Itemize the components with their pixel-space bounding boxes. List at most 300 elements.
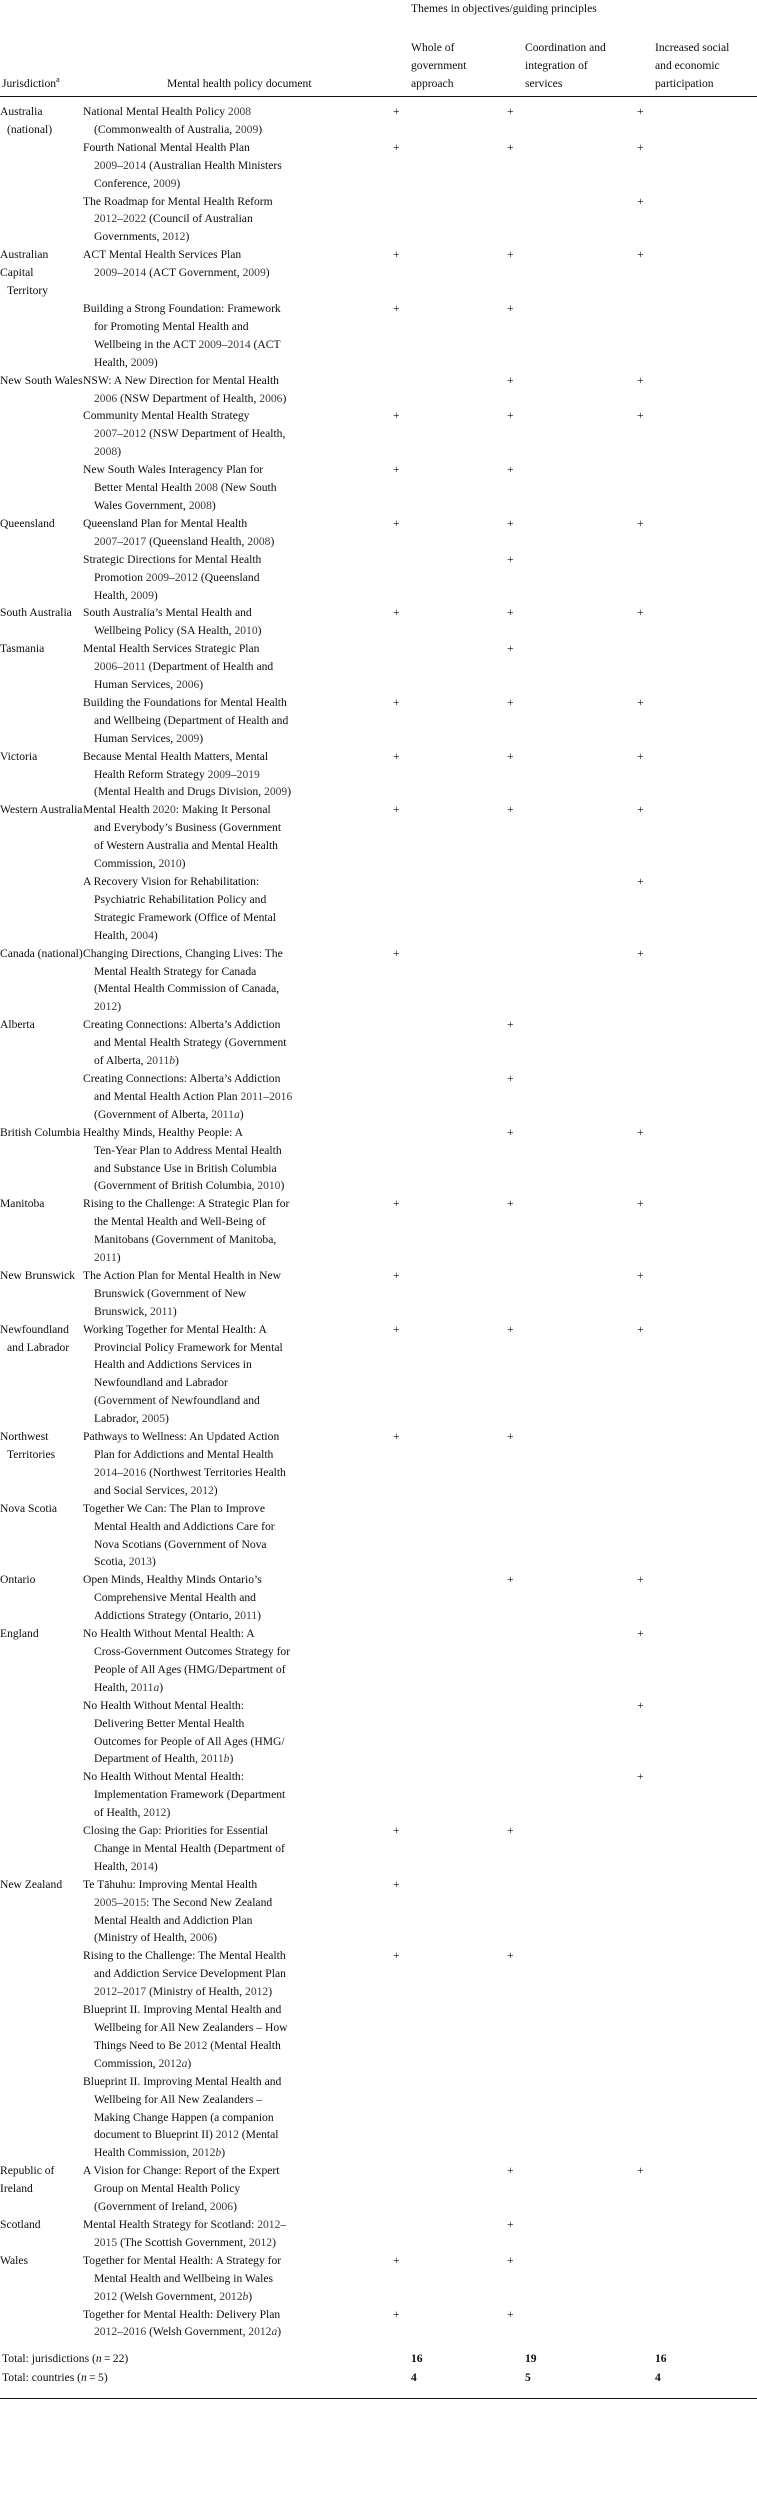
jurisdiction-cell-empty <box>0 873 83 945</box>
table-row <box>0 604 757 640</box>
table-row <box>0 1822 757 1876</box>
document-line: Changing Directions, Changing Lives: The <box>83 946 283 960</box>
plus-mark: + <box>637 1268 644 1282</box>
document-line: Together for Mental Health: A Strategy for <box>83 2253 282 2267</box>
mark-coordination-integration <box>507 515 637 551</box>
jurisdiction-line: South Australia <box>0 606 72 620</box>
document-cell <box>83 1768 393 1822</box>
mark-social-economic <box>637 372 757 408</box>
document-line: NSW: A New Direction for Mental Health <box>83 373 279 387</box>
jurisdiction-cell <box>0 103 83 139</box>
document-line: No Health Without Mental Health: <box>83 1698 244 1712</box>
document-line: Department of Health, 2011b) <box>94 1752 234 1766</box>
mark-social-economic <box>637 551 757 605</box>
document-cell <box>83 2073 393 2163</box>
document-line: Mental Health Services Strategic Plan <box>83 642 260 656</box>
table-row <box>0 945 757 1017</box>
mark-social-economic <box>637 1876 757 1948</box>
document-line: Human Services, 2009) <box>94 731 204 745</box>
mark-whole-of-government <box>393 873 507 945</box>
mark-coordination-integration <box>507 1428 637 1500</box>
jurisdiction-cell <box>0 801 83 873</box>
jurisdiction-line: Western Australia <box>0 803 83 817</box>
total-whole-of-government: 4 <box>411 2371 417 2385</box>
document-line: Creating Connections: Alberta’s Addiction <box>83 1071 281 1085</box>
mark-coordination-integration <box>507 1876 637 1948</box>
plus-mark: + <box>637 1125 644 1139</box>
total-row <box>0 2369 757 2388</box>
jurisdiction-line: Scotland <box>0 2217 41 2231</box>
mark-social-economic <box>637 103 757 139</box>
table-row <box>0 1947 757 2001</box>
document-cell <box>83 1876 393 1948</box>
mark-whole-of-government <box>393 461 507 515</box>
table-row <box>0 246 757 300</box>
mark-coordination-integration <box>507 193 637 247</box>
total-social-economic: 4 <box>655 2371 661 2385</box>
document-line: (Mental Health and Drugs Division, 2009) <box>94 785 292 799</box>
mark-whole-of-government <box>393 945 507 1017</box>
plus-mark: + <box>637 2164 644 2178</box>
mark-coordination-integration <box>507 1070 637 1124</box>
plus-mark: + <box>637 409 644 423</box>
mark-coordination-integration <box>507 2216 637 2252</box>
mark-social-economic <box>637 873 757 945</box>
plus-mark: + <box>637 1627 644 1641</box>
document-line: 2012–2022 (Council of Australian <box>94 212 253 226</box>
table-row <box>0 139 757 193</box>
document-line: 2007–2017 (Queensland Health, 2008) <box>94 534 275 548</box>
mark-social-economic <box>637 694 757 748</box>
table-row <box>0 2306 757 2342</box>
plus-mark: + <box>507 1197 514 1211</box>
table-row <box>0 515 757 551</box>
total-label: Total: jurisdictions (n = 22) <box>2 2352 129 2366</box>
document-line: Strategic Framework (Office of Mental <box>94 910 277 924</box>
jurisdiction-cell <box>0 1016 83 1070</box>
header-jurisdiction-superscript: a <box>56 74 60 84</box>
header-theme-coordination-integration <box>507 39 637 96</box>
mark-social-economic <box>637 1768 757 1822</box>
mark-whole-of-government <box>393 300 507 372</box>
document-line: People of All Ages (HMG/Department of <box>94 1662 286 1676</box>
document-line: Mental Health and Addiction Plan <box>94 1913 253 1927</box>
document-cell <box>83 407 393 461</box>
document-line: the Mental Health and Well-Being of <box>94 1215 266 1229</box>
jurisdiction-cell <box>0 1195 83 1267</box>
mark-coordination-integration <box>507 748 637 802</box>
document-line: Outcomes for People of All Ages (HMG/ <box>94 1734 285 1748</box>
mark-social-economic <box>637 2162 757 2216</box>
mark-coordination-integration <box>507 2001 637 2073</box>
table-row <box>0 1876 757 1948</box>
plus-mark: + <box>507 749 514 763</box>
document-line: of Alberta, 2011b) <box>94 1054 179 1068</box>
jurisdiction-line: New Brunswick <box>0 1268 76 1282</box>
total-row <box>0 2350 757 2369</box>
plus-mark: + <box>393 1877 400 1891</box>
header-theme1-line1: Whole of <box>411 40 455 54</box>
mark-coordination-integration <box>507 103 637 139</box>
jurisdiction-cell-empty <box>0 1822 83 1876</box>
document-line: Newfoundland and Labrador <box>94 1376 228 1390</box>
jurisdiction-line: Territories <box>7 1448 56 1461</box>
plus-mark: + <box>637 606 644 620</box>
jurisdiction-line: Victoria <box>0 749 38 763</box>
plus-mark: + <box>507 1071 514 1085</box>
plus-mark: + <box>393 140 400 154</box>
mark-whole-of-government <box>393 2073 507 2163</box>
mark-social-economic <box>637 1267 757 1321</box>
mark-whole-of-government <box>393 2252 507 2306</box>
plus-mark: + <box>507 2253 514 2267</box>
mark-whole-of-government <box>393 139 507 193</box>
table-row <box>0 1625 757 1697</box>
document-cell <box>83 2306 393 2342</box>
mark-coordination-integration <box>507 246 637 300</box>
document-line: Human Services, 2006) <box>94 678 204 692</box>
table-row <box>0 407 757 461</box>
plus-mark: + <box>507 552 514 566</box>
document-line: ACT Mental Health Services Plan <box>83 248 242 262</box>
jurisdiction-cell-empty <box>0 2001 83 2073</box>
document-line: (Government of Alberta, 2011a) <box>94 1107 244 1121</box>
table-row <box>0 2073 757 2163</box>
document-cell <box>83 1016 393 1070</box>
document-line: Group on Mental Health Policy <box>94 2182 241 2196</box>
jurisdiction-cell <box>0 2162 83 2216</box>
jurisdiction-line: Queensland <box>0 516 55 530</box>
jurisdiction-cell-empty <box>0 407 83 461</box>
table-row <box>0 873 757 945</box>
document-cell <box>83 300 393 372</box>
mark-whole-of-government <box>393 1947 507 2001</box>
header-spacer <box>0 96 757 103</box>
plus-mark: + <box>393 946 400 960</box>
document-line: Health, 2014) <box>94 1859 158 1873</box>
document-line: Brunswick, 2011) <box>94 1304 177 1318</box>
table-row <box>0 2252 757 2306</box>
header-theme1-line3: approach <box>411 76 454 90</box>
document-line: Ten-Year Plan to Address Mental Health <box>94 1143 282 1157</box>
document-line: Plan for Addictions and Mental Health <box>94 1448 274 1461</box>
document-line: of Health, 2012) <box>94 1806 171 1820</box>
table-row <box>0 1070 757 1124</box>
document-line: Things Need to Be 2012 (Mental Health <box>94 2038 281 2052</box>
document-line: Manitobans (Government of Manitoba, <box>94 1233 277 1247</box>
jurisdiction-cell <box>0 1625 83 1697</box>
document-line: Labrador, 2005) <box>94 1412 169 1426</box>
mark-social-economic <box>637 1321 757 1428</box>
jurisdiction-line: Australia <box>0 105 43 119</box>
document-cell <box>83 2216 393 2252</box>
table-row <box>0 1697 757 1769</box>
document-line: Wellbeing for All New Zealanders – How <box>94 2021 288 2034</box>
mark-social-economic <box>637 246 757 300</box>
mark-social-economic <box>637 1822 757 1876</box>
document-line: 2012) <box>94 1000 122 1014</box>
document-cell <box>83 640 393 694</box>
total-coordination-integration: 19 <box>525 2352 537 2366</box>
document-line: 2012–2017 (Ministry of Health, 2012) <box>94 1985 273 1999</box>
document-line: Commission, 2012a) <box>94 2056 192 2070</box>
mark-whole-of-government <box>393 1267 507 1321</box>
document-line: Rising to the Challenge: The Mental Health <box>83 1949 286 1963</box>
mark-social-economic <box>637 2073 757 2163</box>
document-cell <box>83 801 393 873</box>
plus-mark: + <box>507 1322 514 1336</box>
plus-mark: + <box>393 463 400 477</box>
mark-whole-of-government <box>393 372 507 408</box>
document-line: Working Together for Mental Health: A <box>83 1322 267 1336</box>
jurisdiction-line: New South Wales <box>0 373 83 387</box>
mark-social-economic <box>637 640 757 694</box>
total-social-economic: 16 <box>655 2352 667 2366</box>
document-cell <box>83 551 393 605</box>
document-line: Mental Health 2020: Making It Personal <box>83 803 271 817</box>
jurisdiction-cell <box>0 1124 83 1196</box>
document-line: Wellbeing in the ACT 2009–2014 (ACT <box>94 337 281 351</box>
document-cell <box>83 2001 393 2073</box>
document-line: Cross-Government Outcomes Strategy for <box>94 1644 291 1658</box>
document-line: 2009–2014 (Australian Health Ministers <box>94 158 282 172</box>
mark-whole-of-government <box>393 2306 507 2342</box>
table-row <box>0 2162 757 2216</box>
jurisdiction-line: British Columbia <box>0 1125 81 1139</box>
mark-social-economic <box>637 2001 757 2073</box>
jurisdiction-cell <box>0 1876 83 1948</box>
table-row <box>0 372 757 408</box>
mark-whole-of-government <box>393 1697 507 1769</box>
plus-mark: + <box>393 302 400 315</box>
mark-whole-of-government <box>393 694 507 748</box>
jurisdiction-cell <box>0 1500 83 1572</box>
jurisdiction-line: Territory <box>7 284 49 298</box>
plus-mark: + <box>637 140 644 154</box>
jurisdiction-line: England <box>0 1627 39 1641</box>
plus-mark: + <box>507 516 514 530</box>
mark-social-economic <box>637 1124 757 1196</box>
table-row <box>0 801 757 873</box>
bottom-spacer <box>0 2388 757 2398</box>
document-line: Te Tāhuhu: Improving Mental Health <box>83 1877 258 1891</box>
document-cell <box>83 515 393 551</box>
mark-social-economic <box>637 2306 757 2342</box>
jurisdiction-cell-empty <box>0 300 83 372</box>
document-line: and Substance Use in British Columbia <box>94 1161 277 1175</box>
mark-coordination-integration <box>507 1267 637 1321</box>
document-line: (Ministry of Health, 2006) <box>94 1931 218 1945</box>
plus-mark: + <box>507 373 514 387</box>
table-row <box>0 1500 757 1572</box>
mark-whole-of-government <box>393 748 507 802</box>
jurisdiction-line: Wales <box>0 2253 29 2267</box>
mark-whole-of-government <box>393 640 507 694</box>
mark-whole-of-government <box>393 2162 507 2216</box>
table-row <box>0 461 757 515</box>
document-cell <box>83 1697 393 1769</box>
jurisdiction-cell <box>0 604 83 640</box>
jurisdiction-line: Nova Scotia <box>0 1501 57 1515</box>
jurisdiction-line: Northwest <box>0 1430 49 1444</box>
document-line: No Health Without Mental Health: A <box>83 1627 255 1641</box>
document-cell <box>83 873 393 945</box>
document-line: 2007–2012 (NSW Department of Health, <box>94 427 286 441</box>
document-cell <box>83 1947 393 2001</box>
header-jurisdiction-label: Jurisdiction <box>2 76 57 90</box>
plus-mark: + <box>637 946 644 960</box>
table-bottom-rule <box>0 2398 757 2399</box>
column-header-row <box>0 39 757 96</box>
plus-mark: + <box>637 1573 644 1587</box>
document-line: Wales Government, 2008) <box>94 498 216 512</box>
plus-mark: + <box>393 1322 400 1336</box>
plus-mark: + <box>507 1573 514 1587</box>
mark-whole-of-government <box>393 1822 507 1876</box>
mark-coordination-integration <box>507 1124 637 1196</box>
mark-coordination-integration <box>507 1947 637 2001</box>
document-line: and Mental Health Action Plan 2011–2016 <box>94 1089 293 1103</box>
plus-mark: + <box>393 409 400 423</box>
mark-whole-of-government <box>393 1876 507 1948</box>
document-line: and Wellbeing (Department of Health and <box>94 713 289 727</box>
plus-mark: + <box>393 803 400 817</box>
document-cell <box>83 1625 393 1697</box>
document-line: Because Mental Health Matters, Mental <box>83 749 269 763</box>
document-line: of Western Australia and Mental Health <box>94 839 278 853</box>
mark-whole-of-government <box>393 801 507 873</box>
plus-mark: + <box>637 194 644 208</box>
document-cell <box>83 1070 393 1124</box>
mark-whole-of-government <box>393 1016 507 1070</box>
spanner-blank-doc <box>83 0 393 39</box>
header-theme3-line2: and economic <box>655 58 720 72</box>
jurisdiction-line: Newfoundland <box>0 1322 69 1336</box>
mark-whole-of-government <box>393 1195 507 1267</box>
mark-social-economic <box>637 1070 757 1124</box>
jurisdiction-line: Republic of Ireland <box>0 2164 55 2196</box>
document-line: Health Commission, 2012b) <box>94 2146 226 2160</box>
plus-mark: + <box>507 105 514 119</box>
plus-mark: + <box>637 695 644 709</box>
mark-coordination-integration <box>507 1321 637 1428</box>
mark-coordination-integration <box>507 873 637 945</box>
document-line: Brunswick (Government of New <box>94 1286 247 1300</box>
document-line: (Government of Newfoundland and <box>94 1394 260 1408</box>
table-row <box>0 1321 757 1428</box>
mark-coordination-integration <box>507 2073 637 2163</box>
jurisdiction-line: New Zealand <box>0 1877 63 1891</box>
mark-whole-of-government <box>393 103 507 139</box>
document-line: 2006–2011 (Department of Health and <box>94 660 274 674</box>
header-theme-social-economic-participation <box>637 39 757 96</box>
document-line: and Everybody’s Business (Government <box>94 821 282 835</box>
plus-mark: + <box>637 875 644 888</box>
document-cell <box>83 1500 393 1572</box>
document-cell <box>83 1822 393 1876</box>
document-line: Strategic Directions for Mental Health <box>83 552 262 566</box>
document-line: Comprehensive Mental Health and <box>94 1591 256 1605</box>
mark-social-economic <box>637 1016 757 1070</box>
jurisdiction-cell-empty <box>0 1947 83 2001</box>
document-line: The Roadmap for Mental Health Reform <box>83 194 273 208</box>
plus-mark: + <box>507 248 514 262</box>
document-line: Wellbeing for All New Zealanders – <box>94 2092 263 2106</box>
plus-mark: + <box>507 803 514 817</box>
plus-mark: + <box>637 105 644 119</box>
document-line: Delivering Better Mental Health <box>94 1716 245 1730</box>
plus-mark: + <box>637 1322 644 1336</box>
mark-whole-of-government <box>393 604 507 640</box>
jurisdiction-cell <box>0 372 83 408</box>
document-cell <box>83 1428 393 1500</box>
plus-mark: + <box>507 463 514 477</box>
document-line: Creating Connections: Alberta’s Addiction <box>83 1018 281 1032</box>
document-line: Mental Health Strategy for Scotland: 2012– <box>83 2217 287 2231</box>
plus-mark: + <box>507 1430 514 1444</box>
mark-coordination-integration <box>507 372 637 408</box>
jurisdiction-line: (national) <box>7 122 53 136</box>
document-line: Promotion 2009–2012 (Queensland <box>94 570 260 584</box>
plus-mark: + <box>507 695 514 709</box>
document-line: Making Change Happen (a companion <box>94 2110 274 2124</box>
document-line: 2008) <box>94 445 122 459</box>
document-line: Rising to the Challenge: A Strategic Plan for <box>83 1197 290 1211</box>
plus-mark: + <box>507 642 514 656</box>
jurisdiction-cell-empty <box>0 193 83 247</box>
document-cell <box>83 103 393 139</box>
document-line: Nova Scotians (Government of Nova <box>94 1537 267 1551</box>
jurisdiction-cell <box>0 640 83 694</box>
plus-mark: + <box>637 248 644 262</box>
mark-coordination-integration <box>507 2252 637 2306</box>
document-line: Conference, 2009) <box>94 176 181 190</box>
mark-social-economic <box>637 1697 757 1769</box>
document-line: Health Reform Strategy 2009–2019 <box>94 767 260 781</box>
plus-mark: + <box>393 2307 400 2321</box>
spanner-row <box>0 0 757 39</box>
table-row <box>0 1124 757 1196</box>
jurisdiction-cell-empty <box>0 461 83 515</box>
header-theme2-line1: Coordination and <box>525 40 606 54</box>
mark-social-economic <box>637 604 757 640</box>
document-line: 2009–2014 (ACT Government, 2009) <box>94 266 270 280</box>
plus-mark: + <box>393 1949 400 1963</box>
table-row <box>0 640 757 694</box>
table-row <box>0 551 757 605</box>
document-line: (Mental Health Commission of Canada, <box>94 982 280 996</box>
jurisdiction-line: Ontario <box>0 1573 36 1587</box>
document-line: 2015 (The Scottish Government, 2012) <box>94 2235 276 2249</box>
document-line: South Australia’s Mental Health and <box>83 606 252 620</box>
document-line: Blueprint II. Improving Mental Health and <box>83 2003 282 2017</box>
total-label: Total: countries (n = 5) <box>2 2371 108 2385</box>
mark-coordination-integration <box>507 1768 637 1822</box>
jurisdiction-cell-empty <box>0 2306 83 2342</box>
plus-mark: + <box>393 105 400 119</box>
document-line: for Promoting Mental Health and <box>94 319 249 333</box>
document-line: Better Mental Health 2008 (New South <box>94 481 277 495</box>
mark-social-economic <box>637 801 757 873</box>
document-line: and Addiction Service Development Plan <box>94 1967 286 1981</box>
document-line: Health, 2009) <box>94 355 158 369</box>
mark-coordination-integration <box>507 407 637 461</box>
jurisdiction-cell <box>0 1321 83 1428</box>
header-theme3-line3: participation <box>655 76 714 90</box>
document-line: Together We Can: The Plan to Improve <box>83 1501 265 1515</box>
jurisdiction-cell <box>0 246 83 300</box>
table-row <box>0 748 757 802</box>
